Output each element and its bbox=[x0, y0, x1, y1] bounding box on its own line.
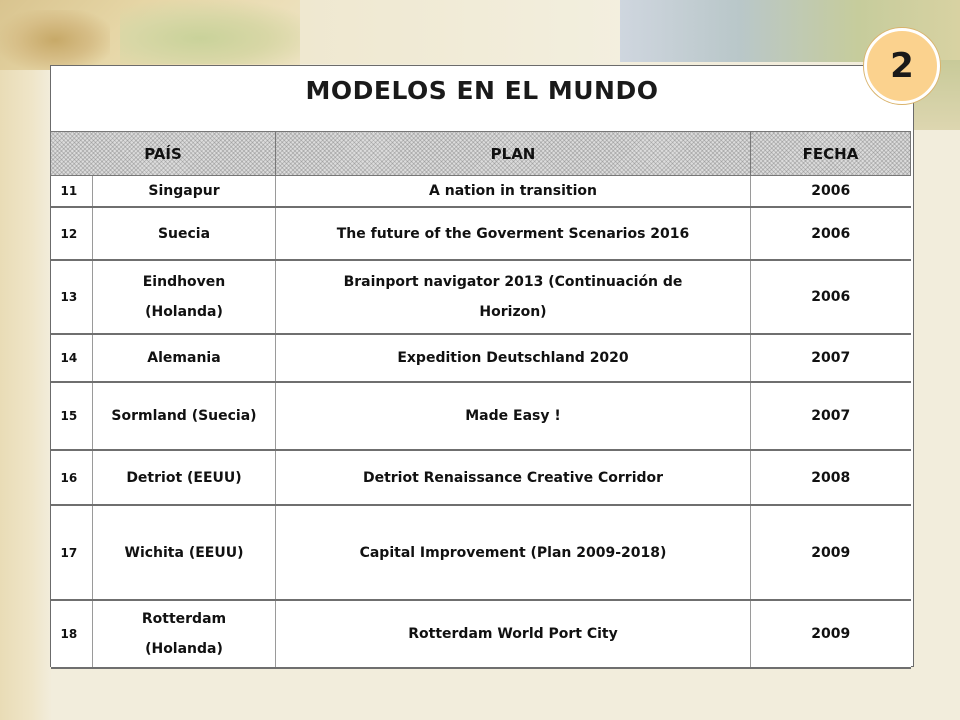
row-pais: Wichita (EEUU) bbox=[93, 505, 276, 600]
header-plan: PLAN bbox=[276, 132, 751, 176]
row-fecha: 2007 bbox=[751, 334, 911, 382]
background-leaf-image bbox=[120, 0, 320, 64]
row-fecha: 2008 bbox=[751, 450, 911, 505]
background-left-strip bbox=[0, 0, 52, 720]
models-table bbox=[50, 131, 911, 669]
table-header-row bbox=[51, 132, 911, 176]
row-plan: Brainport navigator 2013 (Continuación de Horizon) bbox=[276, 260, 751, 334]
background-leaf-image bbox=[0, 10, 110, 70]
row-pais: Rotterdam (Holanda) bbox=[93, 600, 276, 668]
table-row bbox=[51, 260, 911, 334]
row-number: 17 bbox=[51, 505, 93, 600]
row-number: 11 bbox=[51, 176, 93, 208]
table-row bbox=[51, 207, 911, 260]
row-number: 14 bbox=[51, 334, 93, 382]
header-fecha: FECHA bbox=[751, 132, 911, 176]
row-fecha: 2009 bbox=[751, 505, 911, 600]
row-number: 13 bbox=[51, 260, 93, 334]
row-number: 15 bbox=[51, 382, 93, 450]
slide-number-badge: 2 bbox=[864, 28, 940, 104]
row-pais: Eindhoven (Holanda) bbox=[93, 260, 276, 334]
row-pais: Singapur bbox=[93, 176, 276, 208]
table-row bbox=[51, 450, 911, 505]
table-row bbox=[51, 382, 911, 450]
row-plan: Capital Improvement (Plan 2009-2018) bbox=[276, 505, 751, 600]
row-plan: A nation in transition bbox=[276, 176, 751, 208]
row-fecha: 2006 bbox=[751, 176, 911, 208]
table-row bbox=[51, 334, 911, 382]
row-pais: Alemania bbox=[93, 334, 276, 382]
row-plan: Rotterdam World Port City bbox=[276, 600, 751, 668]
row-pais: Detriot (EEUU) bbox=[93, 450, 276, 505]
row-number: 18 bbox=[51, 600, 93, 668]
row-plan: Detriot Renaissance Creative Corridor bbox=[276, 450, 751, 505]
header-pais: PAÍS bbox=[51, 132, 276, 176]
row-plan: Made Easy ! bbox=[276, 382, 751, 450]
row-pais: Sormland (Suecia) bbox=[93, 382, 276, 450]
row-fecha: 2006 bbox=[751, 260, 911, 334]
background-top-middle bbox=[300, 0, 630, 64]
table-row bbox=[51, 600, 911, 668]
row-fecha: 2007 bbox=[751, 382, 911, 450]
slide-title: MODELOS EN EL MUNDO bbox=[305, 76, 659, 105]
row-plan: Expedition Deutschland 2020 bbox=[276, 334, 751, 382]
row-number: 12 bbox=[51, 207, 93, 260]
row-pais: Suecia bbox=[93, 207, 276, 260]
row-plan: The future of the Goverment Scenarios 2016 bbox=[276, 207, 751, 260]
table-row bbox=[51, 176, 911, 208]
table-row bbox=[51, 505, 911, 600]
row-fecha: 2009 bbox=[751, 600, 911, 668]
row-number: 16 bbox=[51, 450, 93, 505]
row-fecha: 2006 bbox=[751, 207, 911, 260]
